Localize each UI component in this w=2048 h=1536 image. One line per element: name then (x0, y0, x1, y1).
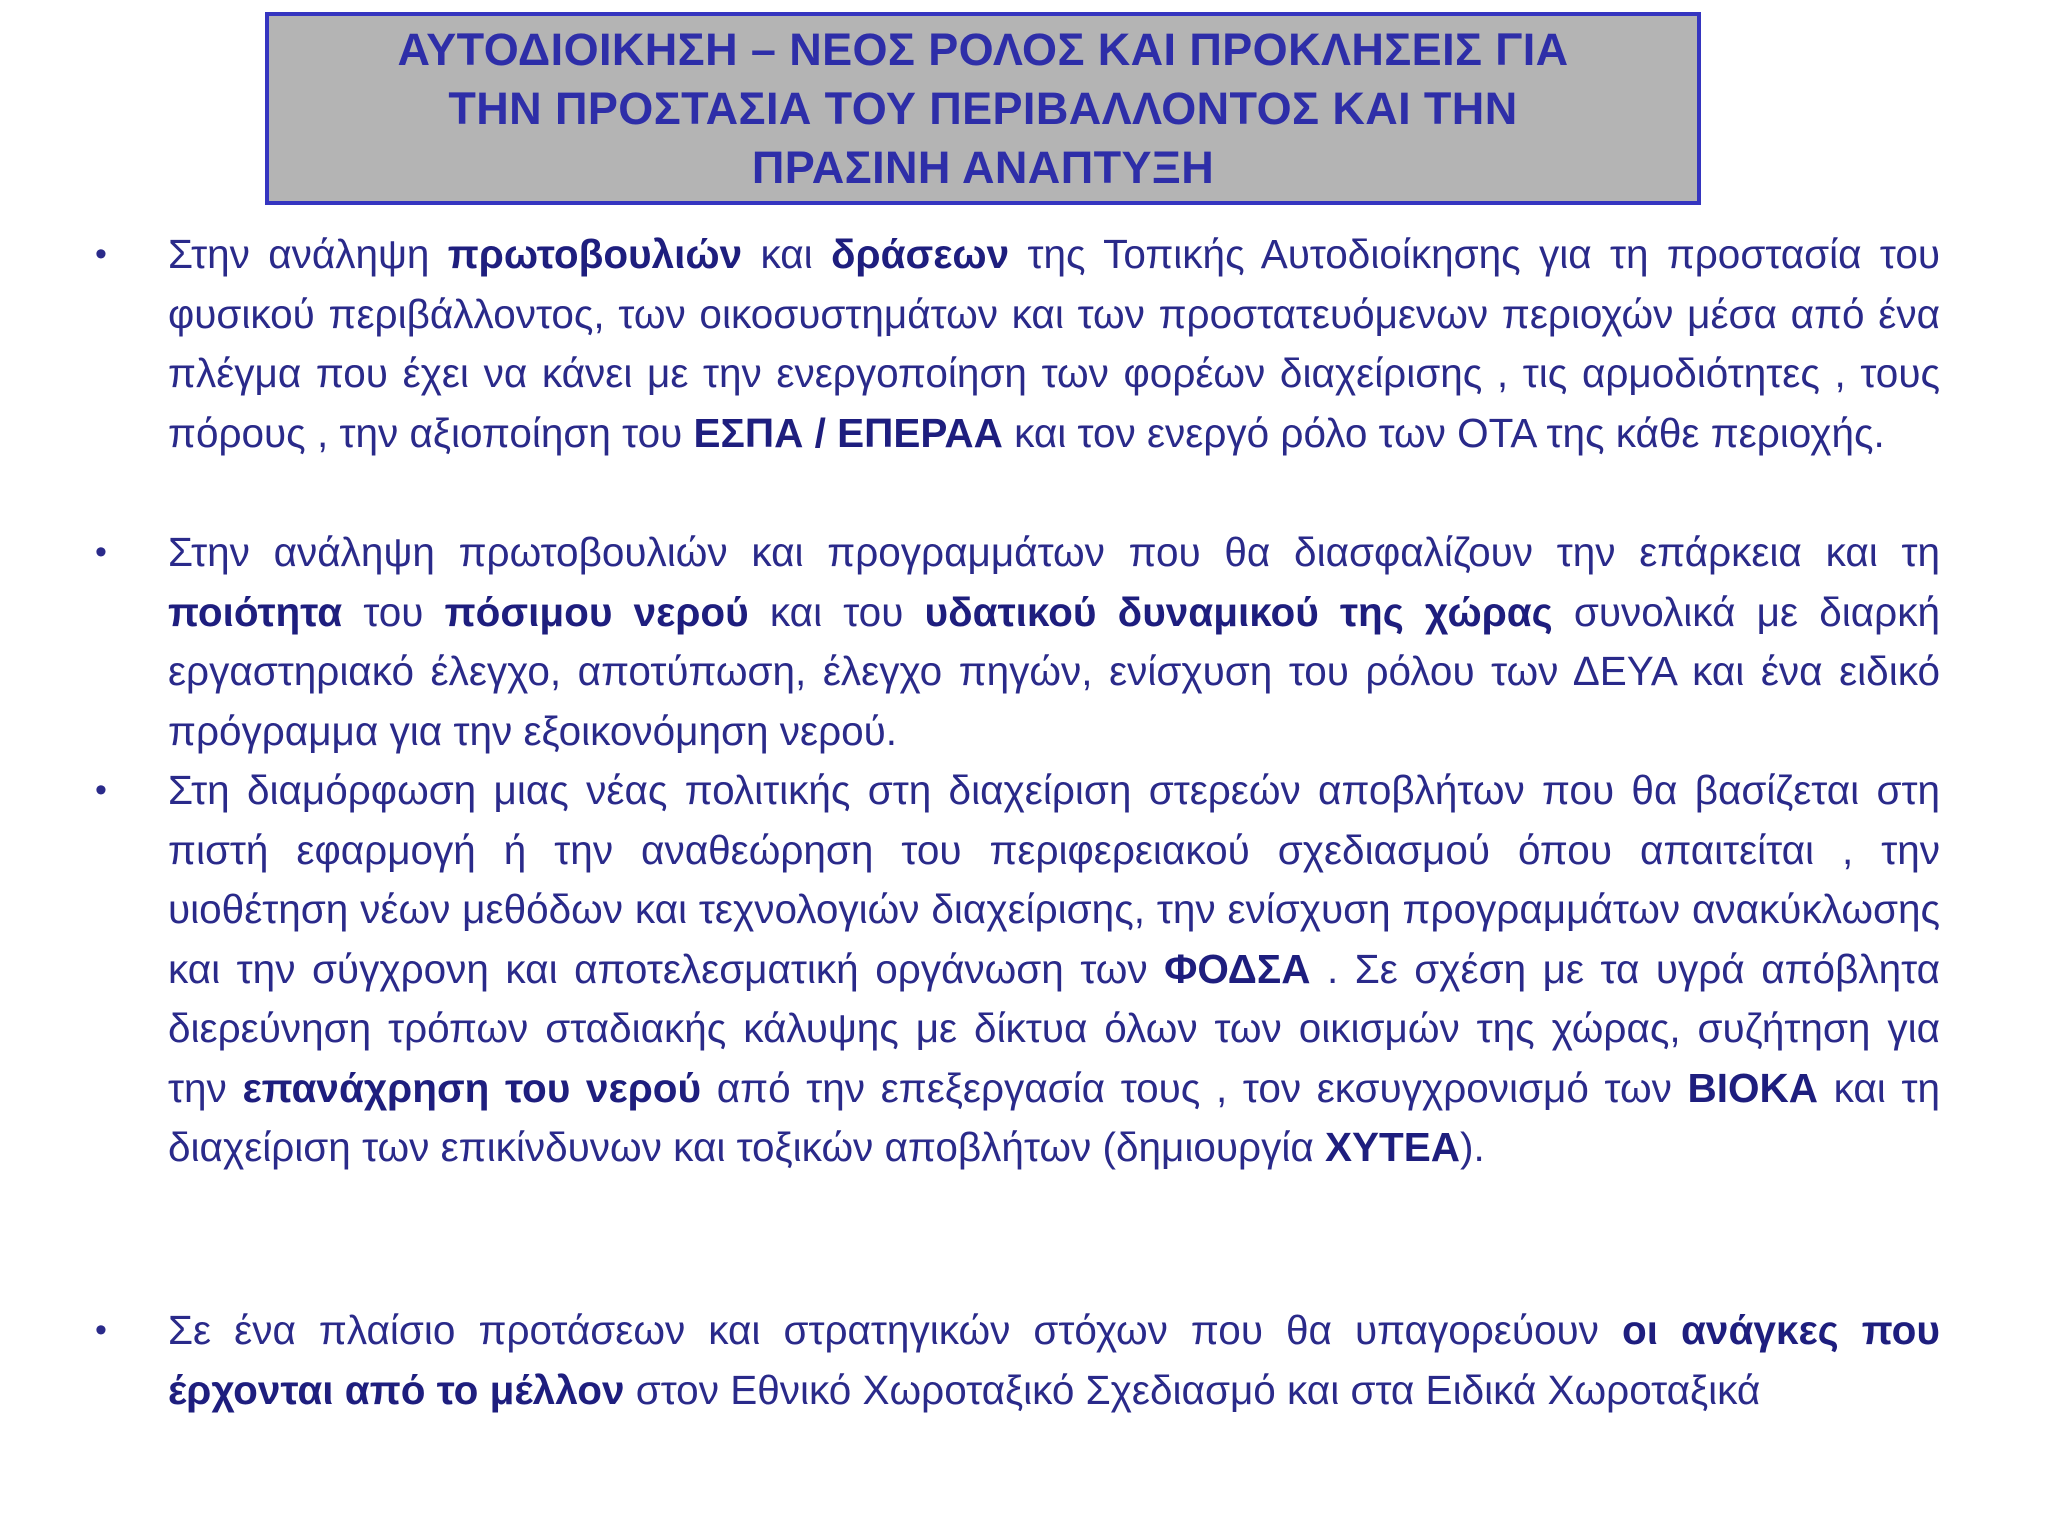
bold-run: επανάχρηση του νερού (242, 1064, 702, 1111)
text-run: και τον ενεργό ρόλο των ΟΤΑ της κάθε περιοχής. (1002, 409, 1885, 456)
bullet-text-3 (168, 761, 1940, 1178)
bullet-item-4 (95, 1301, 1940, 1420)
bullet-text-1 (168, 225, 1940, 463)
text-run: ). (1460, 1124, 1485, 1170)
text-run: και του (748, 588, 925, 635)
bold-run: δράσεων (830, 231, 1010, 277)
text-run: της Τοπικής Αυτοδιοίκησης για τη προστασία του φυσικού περιβάλλοντος, των οικοσυστημάτων και των προστατευόμενων περιοχών μέσα από ένα πλέγμα που έχει να κάνει με την ενεργοποίηση των φορέων διαχείρισης , τις αρμοδιότητες , τους πόρους , την αξιοποίηση του (168, 231, 1940, 456)
bold-run: πρωτοβουλιών (447, 231, 743, 277)
text-run: και τη διαχείριση των επικίνδυνων και τοξικών αποβλήτων (δημιουργία (168, 1064, 1940, 1170)
title-line-2: ΤΗΝ ΠΡΟΣΤΑΣΙΑ ΤΟΥ ΠΕΡΙΒΑΛΛΟΝΤΟΣ ΚΑΙ ΤΗΝ (448, 83, 1518, 134)
title-box (265, 12, 1701, 205)
bold-run: οι ανάγκες που έρχονται από το μέλλον (168, 1307, 1940, 1413)
bullet-icon: • (95, 533, 107, 571)
bullet-icon: • (95, 1311, 107, 1349)
text-run: και (742, 231, 831, 277)
text-run: Στη διαμόρφωση μιας νέας πολιτικής στη διαχείριση στερεών αποβλήτων που θα βασίζεται στη πιστή εφαρμογή ή την αναθεώρηση του περιφερειακού σχεδιασμού όπου απαιτείται , την υιοθέτηση νέων μεθόδων και τεχνολογιών διαχείρισης, την ενίσχυση προγραμμάτων ανακύκλωσης και την σύγχρονη και αποτελεσματική οργάνωση των (168, 767, 1940, 992)
title-line-3: ΠΡΑΣΙΝΗ ΑΝΑΠΤΥΞΗ (751, 142, 1215, 193)
bold-run: ΒΙΟΚΑ (1687, 1064, 1818, 1111)
text-run: στον Εθνικό Χωροταξικό Σχεδιασμό και στα Ειδικά Χωροταξικά (624, 1366, 1761, 1413)
bold-run: ΧΥΤΕΑ (1325, 1124, 1461, 1170)
text-run: Στην ανάληψη πρωτοβουλιών και προγραμμάτων που θα διασφαλίζουν την επάρκεια και τη (168, 529, 1940, 575)
bold-run: ποιότητα (168, 588, 343, 635)
text-run: του (342, 588, 445, 635)
bold-run: υδατικού δυναμικού της χώρας (924, 588, 1553, 635)
text-run: . Σε σχέση με τα υγρά απόβλητα διερεύνηση τρόπων σταδιακής κάλυψης με δίκτυα όλων των οικισμών της χώρας, συζήτηση για την (168, 945, 1940, 1111)
bold-run: ΕΣΠΑ / ΕΠΕΡΑΑ (693, 409, 1003, 456)
text-run: από την επεξεργασία τους , τον εκσυγχρονισμό των (701, 1064, 1688, 1111)
text-run: συνολικά με διαρκή εργαστηριακό έλεγχο, αποτύπωση, έλεγχο πηγών, ενίσχυση του ρόλου των ΔΕΥΑ και ένα ειδικό πρόγραμμα για την εξοικονόμηση νερού. (168, 588, 1940, 754)
text-run: Σε ένα πλαίσιο προτάσεων και στρατηγικών στόχων που θα υπαγορεύουν (168, 1307, 1622, 1353)
bullet-text-2 (168, 523, 1940, 761)
slide-title (273, 20, 1693, 197)
text-run: Στην ανάληψη (168, 231, 448, 277)
bullet-text-4 (168, 1301, 1940, 1420)
bullet-icon: • (95, 235, 107, 273)
bold-run: πόσιμου νερού (444, 588, 749, 635)
bullet-icon: • (95, 771, 107, 809)
title-line-1: ΑΥΤΟΔΙΟΙΚΗΣΗ – ΝΕΟΣ ΡΟΛΟΣ ΚΑΙ ΠΡΟΚΛΗΣΕΙΣ ΓΙΑ (397, 24, 1569, 75)
bullet-item-1 (95, 225, 1940, 463)
bullet-item-3 (95, 761, 1940, 1178)
bold-run: ΦΟΔΣΑ (1164, 945, 1311, 992)
bullet-item-2 (95, 523, 1940, 761)
